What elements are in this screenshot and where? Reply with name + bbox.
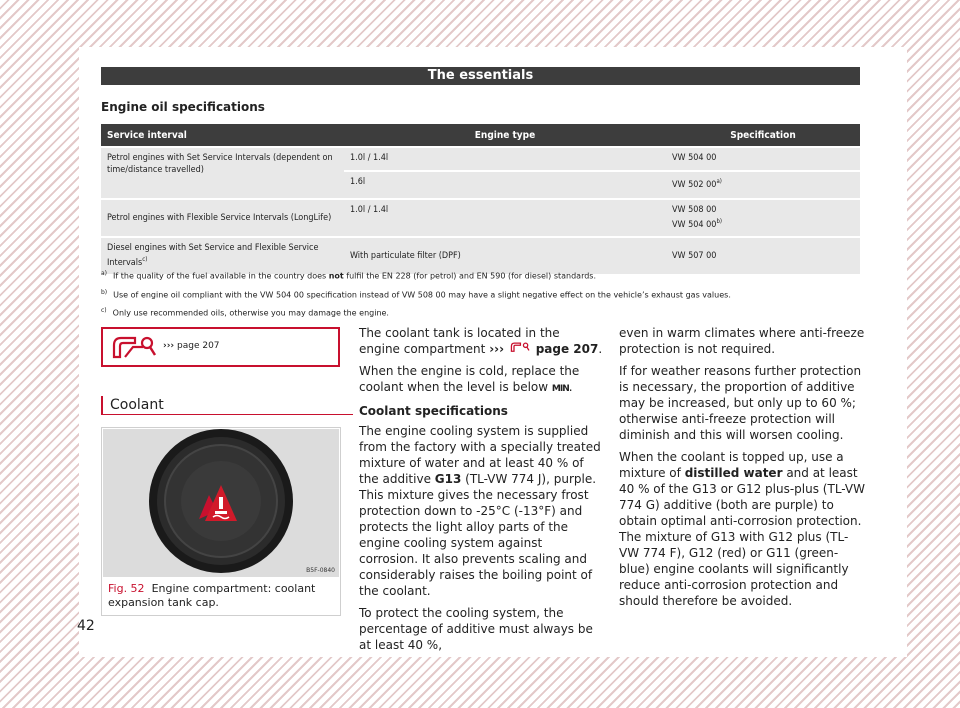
manual-page (79, 47, 907, 657)
subheading: Coolant specifications (359, 404, 508, 418)
table-row (101, 200, 860, 236)
spec-value: VW 504 00 (672, 220, 717, 230)
text: The engine cooling system is supplied from the factory with a specially treated mixture of water and at least 40 % of the additive (359, 424, 601, 486)
page-number: 42 (77, 618, 95, 634)
emphasis: distilled water (684, 466, 783, 480)
table-cell: VW 504 00 (666, 148, 860, 170)
figure (101, 427, 341, 616)
paragraph (619, 449, 867, 609)
footnote-text: Use of engine oil compliant with the VW 504 00 specification instead of VW 508 00 may have a slight negative effect on the vehicle’s exhaust gas values. (113, 290, 731, 300)
figure-number: Fig. 52 (108, 582, 145, 595)
column-header: Service interval (101, 124, 344, 146)
table-cell: 1.0l / 1.4l (344, 200, 666, 236)
reference-arrows: ››› (163, 341, 175, 351)
text: When the coolant is topped up, use a mixture of (619, 450, 844, 480)
text: (TL-VW 774 J), purple. This mixture gives the necessary frost protection down to -25°C (-13°F) and protects the light alloy parts of the engine cooling system against corrosion. It also prevents scaling and considerably raises the boiling point of the coolant. (359, 472, 597, 598)
footnotes (101, 268, 861, 324)
text: . (598, 342, 603, 356)
paragraph: even in warm climates where anti-freeze protection is not required. (619, 326, 865, 356)
coolant-heading: Coolant (101, 396, 345, 414)
engine-compartment-icon (508, 342, 532, 356)
footnote-text: If the quality of the fuel available in the country does (113, 271, 329, 281)
footnote-mark: b) (101, 288, 108, 296)
figure-code: B5F-0840 (306, 567, 335, 574)
table-cell: VW 507 00 (666, 238, 860, 274)
table-cell (666, 200, 860, 236)
section-title: Engine oil specifications (101, 100, 265, 114)
footnote (101, 305, 861, 320)
page-reference[interactable]: page 207 (535, 342, 599, 356)
table-header-row (101, 124, 860, 146)
paragraph (359, 325, 604, 357)
paragraph: To protect the cooling system, the percentage of additive must always be at least 40 %, (359, 606, 593, 652)
table-cell: 1.0l / 1.4l (344, 148, 666, 170)
paragraph (359, 363, 604, 397)
footnote-mark: a) (101, 270, 108, 277)
table-cell: With particulate filter (DPF) (344, 238, 666, 274)
spec-value: VW 508 00 (672, 205, 717, 215)
emphasis: G13 (434, 472, 462, 486)
middle-text-column (359, 325, 604, 659)
caption-text: Engine compartment: coolant expansion tank cap. (108, 582, 316, 609)
table-cell: Petrol engines with Flexible Service Intervals (LongLife) (101, 200, 344, 236)
table-cell (666, 172, 860, 198)
paragraph (359, 423, 604, 599)
heading-rule (101, 414, 353, 415)
footnote-text: Only use recommended oils, otherwise you may damage the engine. (112, 308, 389, 318)
figure-caption (108, 582, 334, 610)
footnote (101, 287, 861, 302)
engine-compartment-icon (111, 333, 157, 365)
chapter-header: The essentials (101, 67, 860, 85)
text: . (568, 380, 573, 394)
table-cell: 1.6l (344, 172, 666, 198)
footnote-emphasis: not (328, 271, 344, 281)
footnote-mark: b) (716, 218, 722, 225)
column-header: Specification (666, 124, 860, 146)
text: The coolant tank is located in the engine compartment (359, 326, 560, 356)
table-cell: Petrol engines with Set Service Intervals (dependent on time/distance travelled) (101, 148, 344, 198)
reference-arrows: ››› (489, 342, 505, 356)
footnote-mark: c) (142, 256, 148, 263)
min-mark-icon: MIN (551, 384, 569, 394)
footnote-text: fulfil the EN 228 (for petrol) and EN 590 (for diesel) standards. (343, 271, 597, 281)
footnote-mark: a) (716, 178, 722, 186)
table-row (101, 148, 860, 170)
oil-spec-table (101, 122, 860, 276)
text: and at least 40 % of the G13 or G12 plus-plus (TL-VW 774 G) additive (both are purple) to obtain optimal anti-corrosion protection. The mixture of G13 with G12 plus (TL-VW 774 F), G12 (red) or G11 (green-blue) engine coolants will significantly reduce anti-corrosion protection and should therefore be avoided. (619, 466, 865, 608)
footnote (101, 268, 861, 283)
interval-text: Diesel engines with Set Service and Flexible Service Intervals (107, 243, 319, 268)
column-header: Engine type (344, 124, 666, 146)
text: When the engine is cold, replace the coolant when the level is below (359, 364, 580, 394)
paragraph: If for weather reasons further protection is necessary, the proportion of additive may be increased, but only up to 60 %; otherwise anti-freeze protection will diminish and this will worsen cooling. (619, 364, 862, 442)
cross-reference-box (101, 327, 340, 367)
right-text-column (619, 325, 867, 615)
footnote-mark: c) (101, 307, 107, 315)
reference-text: page 207 (174, 341, 220, 351)
page-reference[interactable] (163, 341, 220, 351)
spec-value: VW 502 00 (672, 180, 717, 191)
coolant-cap-photo (103, 429, 339, 577)
